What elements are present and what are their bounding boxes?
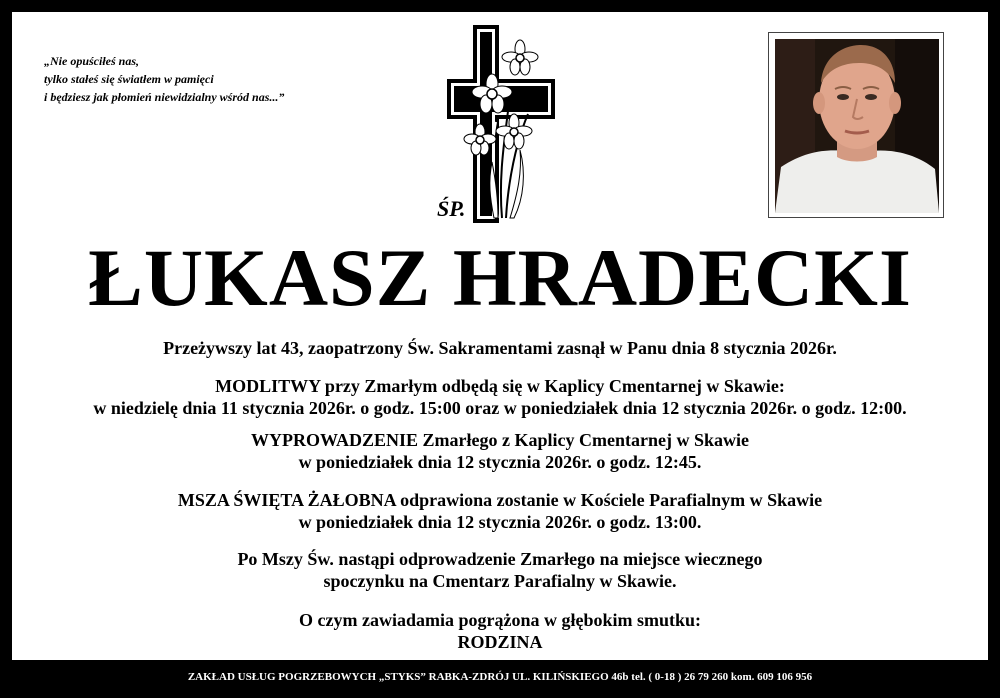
funeral-home-footer: ZAKŁAD USŁUG POGRZEBOWYCH „STYKS” RABKA-ZDRÓJ UL. KILIŃSKIEGO 46b tel. ( 0-18 ) 26 79 260 kom. 609 106 956 bbox=[187, 671, 813, 683]
closing-line-1: O czym zawiadamia pogrążona w głębokim smutku: bbox=[299, 610, 701, 630]
prayers-line-1: MODLITWY przy Zmarłym odbędą się w Kaplicy Cmentarnej w Skawie: bbox=[215, 376, 785, 396]
quote-line-2: tylko stałeś się światłem w pamięci bbox=[44, 72, 214, 86]
procession-line-1: WYPROWADZENIE Zmarłego z Kaplicy Cmentarnej w Skawie bbox=[251, 430, 749, 450]
mass-line-1: MSZA ŚWIĘTA ŻAŁOBNA odprawiona zostanie w Kościele Parafialnym w Skawie bbox=[177, 490, 823, 510]
portrait-photo bbox=[775, 39, 939, 213]
deceased-name: ŁUKASZ HRADECKI bbox=[88, 232, 912, 323]
sp-label: ŚP. bbox=[437, 196, 466, 221]
quote-line-1: „Nie opuściłeś nas, bbox=[44, 54, 140, 68]
memorial-quote bbox=[44, 52, 374, 106]
closing-signature: RODZINA bbox=[457, 632, 543, 652]
portrait-frame bbox=[768, 32, 944, 218]
burial-line-2: spoczynku na Cmentarz Parafialny w Skawie. bbox=[323, 571, 677, 591]
prayers-line-2: w niedzielę dnia 11 stycznia 2026r. o godz. 15:00 oraz w poniedziałek dnia 12 stycznia 2026r. o godz. 12:00. bbox=[93, 398, 907, 418]
burial-line-1: Po Mszy Św. nastąpi odprowadzenie Zmarłego na miejsce wiecznego bbox=[237, 549, 763, 569]
procession-line-2: w poniedziałek dnia 12 stycznia 2026r. o godz. 12:45. bbox=[298, 452, 702, 472]
mass-line-2: w poniedziałek dnia 12 stycznia 2026r. o godz. 13:00. bbox=[298, 512, 702, 532]
quote-line-3: i będziesz jak płomień niewidzialny wśród nas...” bbox=[44, 90, 285, 104]
announcement-text: Przeżywszy lat 43, zaopatrzony Św. Sakramentami zasnął w Panu dnia 8 stycznia 2026r. bbox=[163, 338, 837, 358]
